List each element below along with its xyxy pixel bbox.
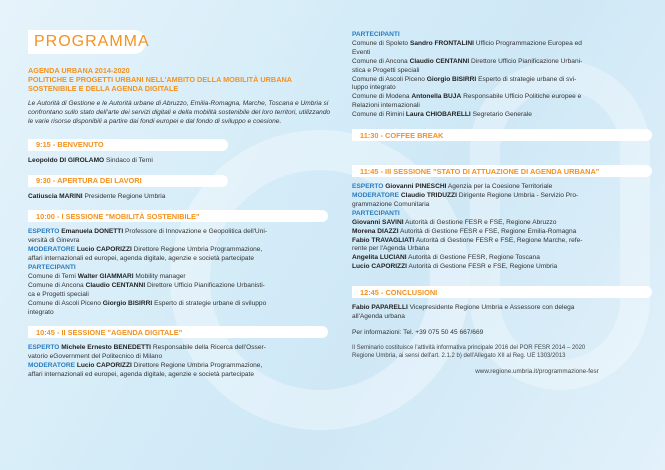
participant-name: Morena DIAZZI	[352, 227, 399, 235]
participant-role-cont: rente per l'Agenda Urbana	[352, 245, 430, 253]
esperto-name: Giovanni PINESCHI	[385, 183, 447, 191]
esperto-role: Professore di Innovazione e Geopolitica dell'Uni-	[125, 228, 268, 236]
speaker-role: Vicepresidente Regione Umbria e Assessore con delega	[409, 304, 575, 312]
moderatore-name: Lucio CAPORIZZI	[76, 362, 132, 370]
session-header-coffee: 11:30 - COFFEE BREAK	[352, 129, 652, 141]
participant-line	[352, 219, 652, 228]
esperto-line	[352, 183, 652, 192]
partecipanti-label: PARTECIPANTI	[28, 264, 76, 272]
session-header-agenda-urbana: 11:45 - III SESSIONE "STATO DI ATTUAZIONE DI AGENDA URBANA"	[352, 165, 652, 177]
participant-name: Walter GIAMMARI	[77, 272, 134, 280]
moderatore-label: MODERATORE	[28, 362, 76, 370]
speaker-name: Leopoldo DI GIROLAMO	[28, 156, 105, 164]
session-header-digital: 10:45 - II SESSIONE "AGENDA DIGITALE"	[28, 326, 328, 338]
participant-name: Laura CHIOBARELLI	[405, 111, 471, 119]
participant-line	[352, 93, 652, 102]
participant-line	[352, 228, 652, 237]
footnote-1: Il Seminario costituisce l'attività informativa principale 2016 del POR FESR 2014 – 2020	[352, 344, 586, 351]
participant-line	[352, 263, 652, 272]
esperto-line	[28, 344, 334, 353]
moderatore-name: Lucio CAPORIZZI	[76, 246, 132, 254]
moderatore-line	[28, 246, 334, 255]
speaker-name: Catiuscia MARINI	[28, 192, 83, 200]
agenda-urbana-session	[352, 183, 652, 272]
moderatore-name: Claudio TRIDUZZI	[400, 191, 457, 199]
speaker-role: Presidente Regione Umbria	[84, 192, 166, 200]
moderatore-role: Direttore Regione Umbria Programmazione,	[133, 246, 263, 254]
esperto-role-cont: vatorio eGovernment del Politecnico di Milano	[28, 353, 163, 361]
partecipanti-label: PARTECIPANTI	[352, 31, 400, 38]
participant-role: Mobility manager	[135, 272, 186, 280]
esperto-role: Responsabile della Ricerca dell'Osser-	[152, 344, 266, 352]
participant-name: Giovanni SAVINI	[352, 218, 404, 226]
participant-org: Comune di Ascoli Piceno	[352, 75, 425, 83]
session-header-mobility: 10:00 - I SESSIONE "MOBILITÀ SOSTENIBILE"	[28, 210, 328, 222]
participant-line	[352, 40, 652, 49]
participant-org: Comune di Ancona	[352, 57, 408, 65]
participant-role: Responsabile Ufficio Politiche europee e	[463, 93, 582, 101]
intro-heading-2: POLITICHE E PROGETTI URBANI NELL'AMBITO DELLA MOBILITÀ URBANA	[28, 75, 293, 84]
participant-name: Lucio CAPORIZZI	[352, 263, 407, 271]
participant-org: Comune di Terni	[28, 272, 76, 280]
moderatore-role: Dirigente Regione Umbria - Servizio Pro-	[458, 191, 579, 199]
contact-info: Per informazioni: Tel. +39 075 50 45 667/669	[352, 328, 484, 336]
session-header-conclusions: 12:45 - CONCLUSIONI	[352, 286, 652, 298]
welcome-speaker	[28, 157, 334, 166]
moderatore-role-cont: affari internazionali ed europei, agenda digitale, agenzie e società partecipate	[28, 255, 255, 263]
intro-section	[28, 66, 334, 127]
participant-role: Autorità di Gestione FESR e FSE, Regione Emilia-Romagna	[400, 227, 577, 235]
esperto-name: Michele Ernesto BENEDETTI	[61, 344, 152, 352]
participant-line	[28, 300, 334, 309]
speaker-role: Sindaco di Terni	[106, 156, 153, 164]
participant-line	[352, 111, 652, 120]
participant-role: Direttore Ufficio Pianificazione Urbani-	[471, 57, 583, 65]
right-partecipanti	[352, 31, 652, 120]
participant-role-cont: luppo integrato	[352, 84, 396, 92]
participant-role: Esperto di strategie urbane di svi-	[478, 75, 577, 83]
participant-line	[352, 254, 652, 263]
participant-role: Ufficio Programmazione Europea ed	[475, 39, 582, 47]
intro-heading-1: AGENDA URBANA 2014-2020	[28, 66, 130, 75]
moderatore-role: Direttore Regione Umbria Programmazione,	[133, 362, 263, 370]
participant-role: Autorità di Gestione FESR e FSE, Regione Marche, refe-	[415, 236, 583, 244]
participant-name: Claudio CENTANNI	[85, 281, 146, 289]
participant-org: Comune di Rimini	[352, 111, 405, 119]
esperto-label: ESPERTO	[352, 183, 384, 191]
participant-name: Claudio CENTANNI	[409, 57, 470, 65]
esperto-name: Emanuela DONETTI	[61, 228, 124, 236]
right-column	[352, 31, 652, 384]
esperto-label: ESPERTO	[28, 344, 60, 352]
participant-role: Autorità di Gestione FESR e FSE, Regione Umbria	[408, 263, 558, 271]
participant-line	[352, 58, 652, 67]
moderatore-line	[352, 192, 652, 201]
participant-org: Comune di Modena	[352, 93, 410, 101]
participant-line	[352, 76, 652, 85]
participant-role: Autorità di Gestione FESR e FSE, Regione Abruzzo	[405, 218, 557, 226]
participant-name: Sandro FRONTALINI	[409, 39, 474, 47]
participant-name: Antonella BUJA	[411, 93, 462, 101]
participant-line	[352, 237, 652, 246]
participant-name: Fabio TRAVAGLIATI	[352, 236, 415, 244]
moderatore-line	[28, 362, 334, 371]
participant-role: Segretario Generale	[472, 111, 532, 119]
moderatore-label: MODERATORE	[352, 191, 400, 199]
participant-name: Angelita LUCIANI	[352, 254, 407, 262]
participant-role-cont: integrato	[28, 308, 54, 316]
participant-role: Esperto di strategie urbane di sviluppo	[154, 299, 267, 307]
participant-name: Giorgio BISIRRI	[426, 75, 477, 83]
website-link[interactable]: www.regione.umbria.it/programmazione-fesr	[475, 367, 599, 375]
moderatore-label: MODERATORE	[28, 246, 76, 254]
intro-heading-3: SOSTENIBILE E DELLA AGENDA DIGITALE	[28, 84, 179, 93]
participant-line	[28, 273, 334, 282]
session-header-opening: 9:30 - APERTURA DEI LAVORI	[28, 175, 228, 187]
session-header-welcome: 9:15 - BENVENUTO	[28, 139, 228, 151]
opening-speaker	[28, 193, 334, 202]
participant-role: Autorità di Gestione FESR, Regione Toscana	[408, 254, 540, 262]
participant-name: Giorgio BISIRRI	[102, 299, 153, 307]
left-column	[28, 30, 334, 389]
mobility-session	[28, 228, 334, 317]
participant-role-cont: Eventi	[352, 48, 371, 56]
footnote-2: Regione Umbria, ai sensi dell'art. 2.1.2 b) dell'Allegato XII al Reg. UE 1303/2013	[352, 352, 566, 359]
esperto-label: ESPERTO	[28, 228, 60, 236]
conclusion-speaker	[352, 304, 652, 313]
esperto-role-cont: versità di Ginevra	[28, 237, 80, 245]
speaker-role-cont: all'Agenda urbana	[352, 313, 405, 321]
digital-session	[28, 344, 334, 380]
partecipanti-label: PARTECIPANTI	[352, 209, 400, 217]
participant-org: Comune di Spoleto	[352, 39, 409, 47]
intro-text: Le Autorità di Gestione e le Autorità urbane di Abruzzo, Emilia-Romagna, Marche, Toscana e Umbria si confrontano sullo stato dell'arte dei servizi digitali e della mobilità sostenibile del loro territori, utilizzando le varie risorse disponibili a partire dai fondi europei e dal fondo di sviluppo e coesione.	[28, 100, 331, 126]
participant-org: Comune di Ancona	[28, 281, 84, 289]
conclusions-section	[352, 304, 652, 375]
participant-role: Direttore Ufficio Pianificazione Urbanisti-	[147, 281, 265, 289]
programma-title: PROGRAMMA	[28, 30, 146, 54]
moderatore-role-cont: affari internazionali ed europei, agenda digitale, agenzie e società partecipate	[28, 371, 255, 379]
participant-line	[28, 282, 334, 291]
participant-role-cont: stica e Progetti speciali	[352, 66, 420, 74]
esperto-line	[28, 228, 334, 237]
esperto-role: Agenzia per la Coesione Territoriale	[447, 183, 553, 191]
participant-org: Comune di Ascoli Piceno	[28, 299, 101, 307]
participant-role-cont: ca e Progetti speciali	[28, 290, 89, 298]
participant-role-cont: Relazioni internazionali	[352, 102, 420, 110]
speaker-name: Fabio PAPARELLI	[352, 304, 408, 312]
moderatore-role-cont: grammazione Comunitaria	[352, 200, 430, 208]
